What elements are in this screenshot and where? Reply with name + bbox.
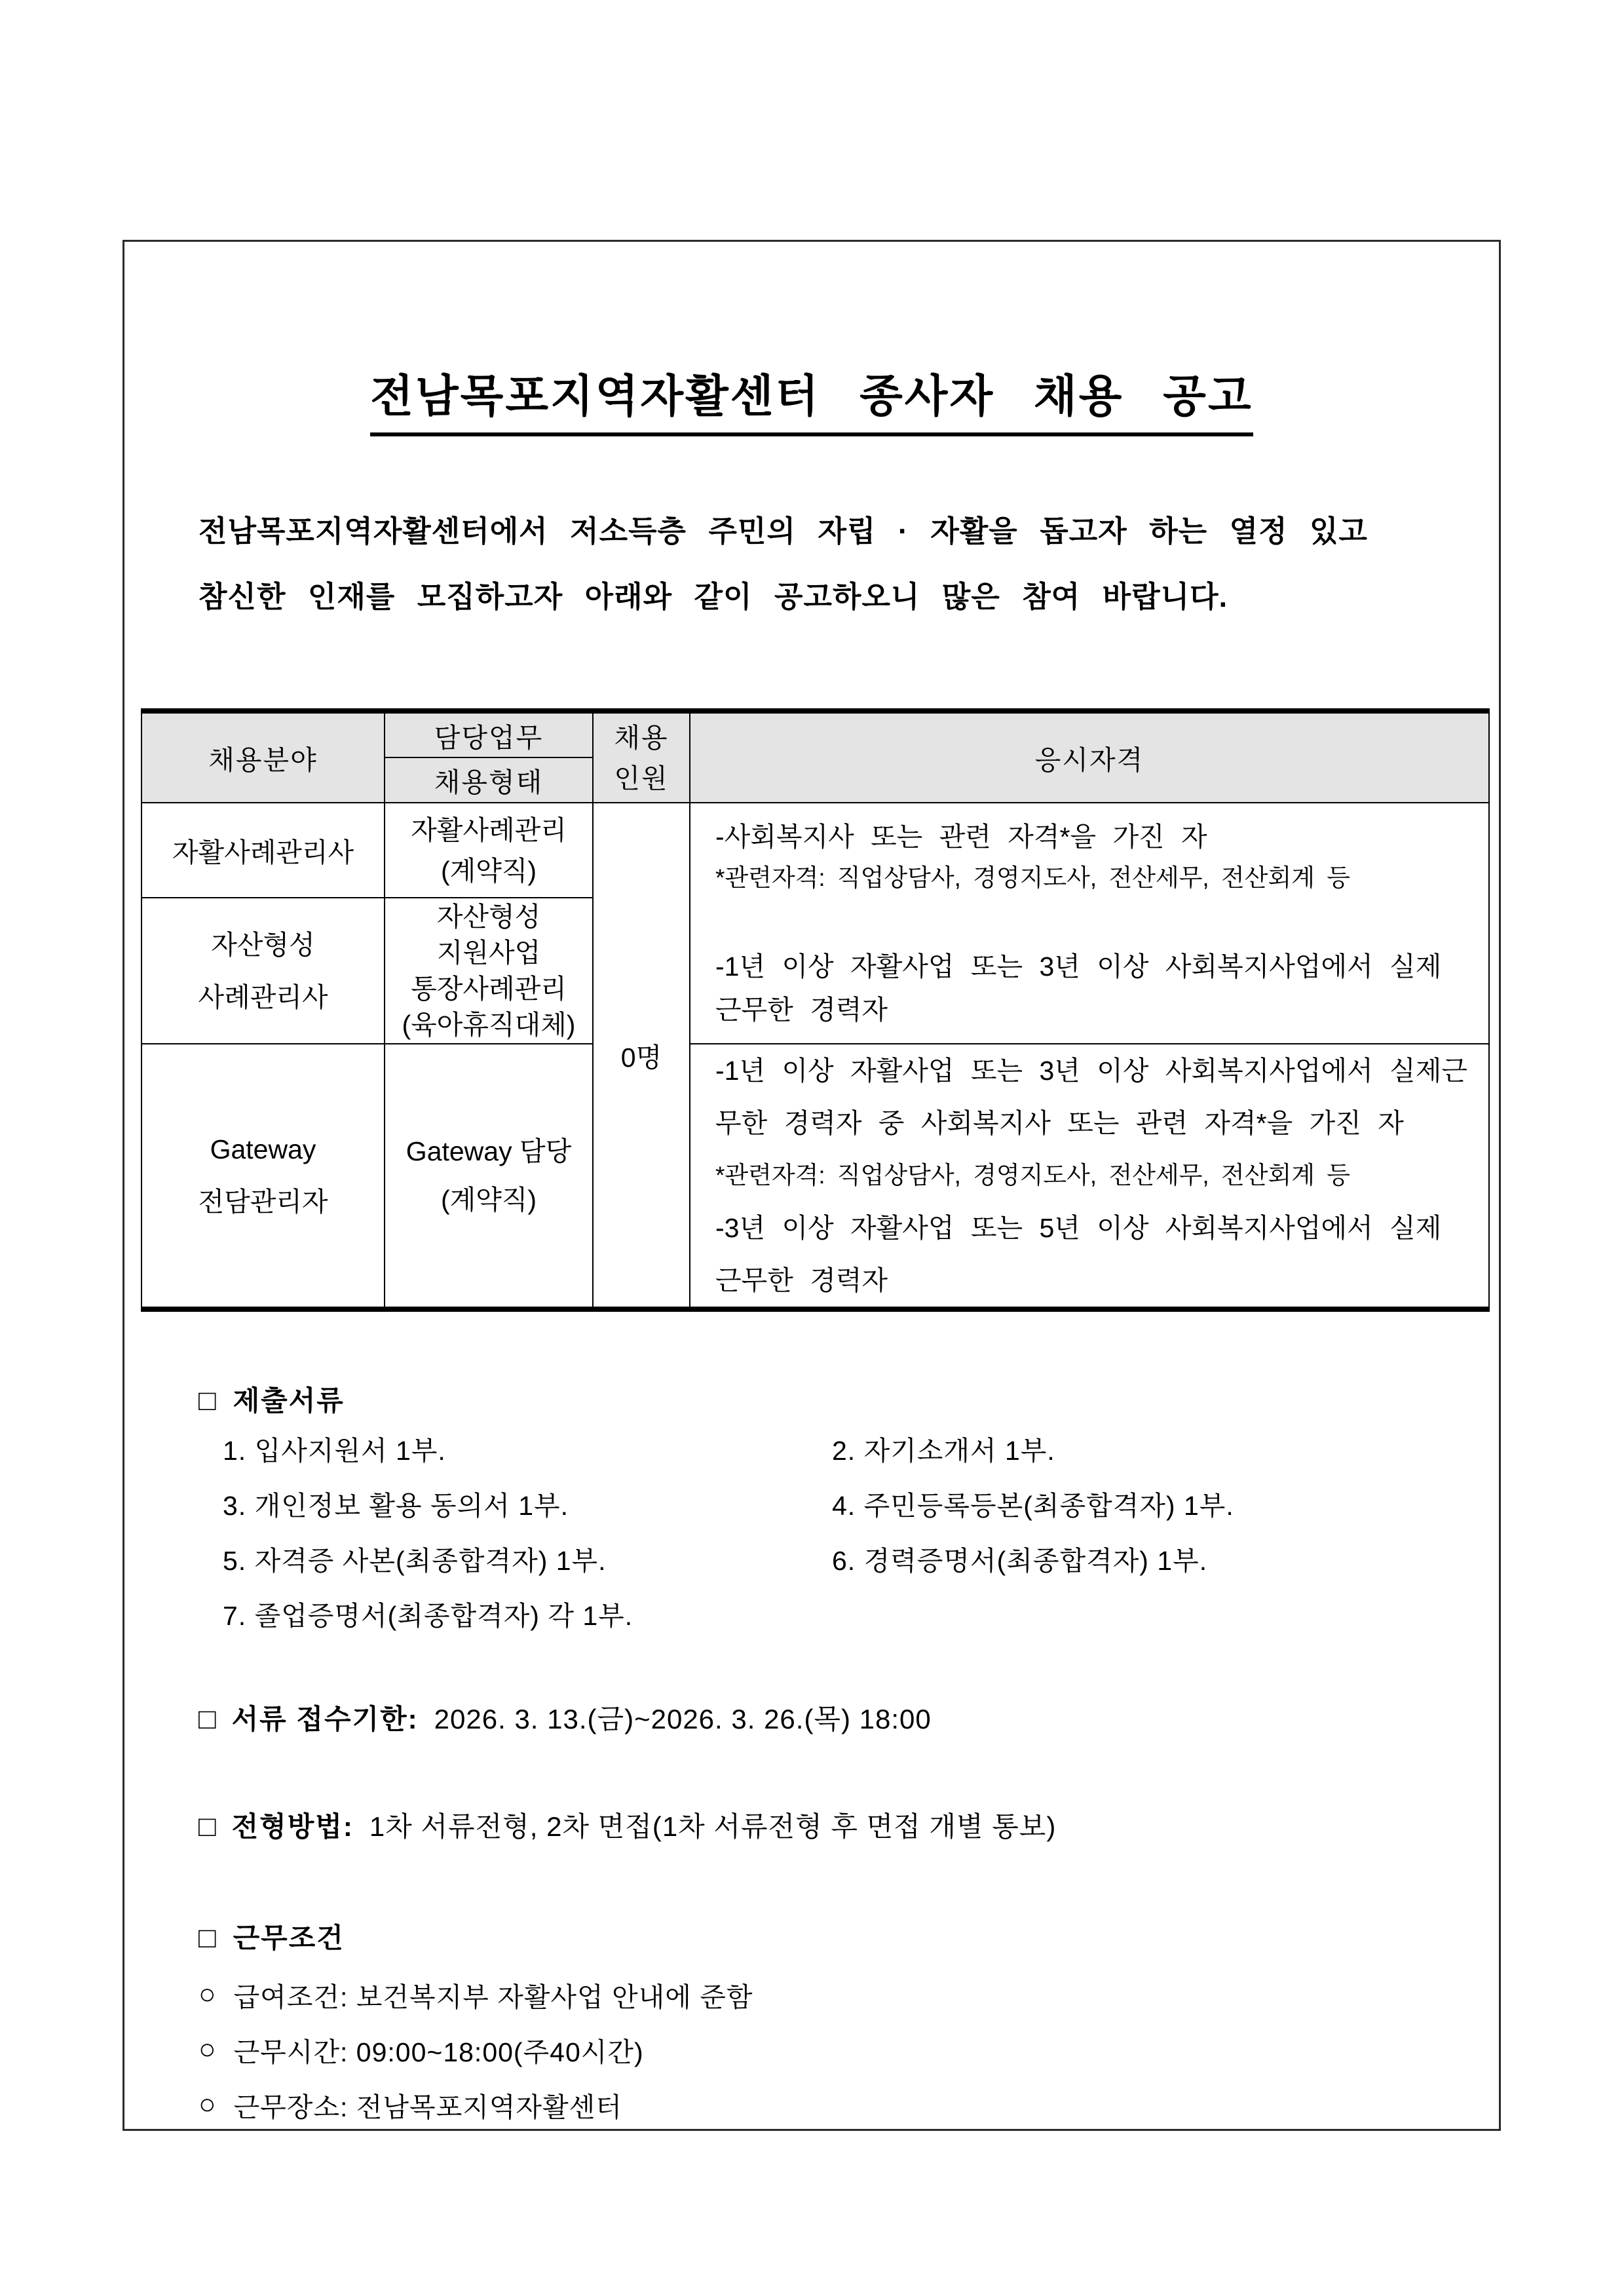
method-label: 전형방법: [231, 1811, 354, 1842]
intro-line-2: 참신한 인재를 모집하고자 아래와 같이 공고하오니 많은 참여 바랍니다. [198, 580, 1228, 613]
qual-b-line4: -3년 이상 자활사업 또는 5년 이상 사회복지사업에서 실제 [715, 1213, 1442, 1243]
doc-item-5: 5. 자격증 사본(최종합격자) 1부. [223, 1545, 607, 1576]
hire-count-value: 0명 [594, 803, 690, 1307]
deadline-label: 서류 접수기한: [231, 1704, 419, 1734]
qual-b-note: *관련자격: 직업상담사, 경영지도사, 전산세무, 전산회계 등 [715, 1162, 1350, 1189]
doc-item-4: 4. 주민등록등본(최종합격자) 1부. [832, 1490, 1234, 1521]
row3-field-line2: 전담관리자 [198, 1187, 328, 1217]
qualification-cell-a [690, 803, 1488, 1044]
row3-duty-line2: (계약직) [440, 1185, 537, 1215]
page-title: 전남목포지역자활센터 종사자 채용 공고 [370, 361, 1253, 436]
conditions-heading: 근무조건 [233, 1923, 345, 1953]
method-value: 1차 서류전형, 2차 면접(1차 서류전형 후 면접 개별 통보) [369, 1811, 1057, 1842]
row2-field [142, 898, 385, 1044]
condition-item-pay [198, 1967, 1499, 2022]
doc-item-7: 7. 졸업증명서(최종합격자) 각 1부. [223, 1600, 633, 1631]
row2-duty-line4: (육아휴직대체) [402, 1009, 576, 1040]
checkbox-icon: □ [198, 1703, 216, 1735]
conditions-list [124, 1967, 1499, 2131]
row1-duty-line1: 자활사례관리 [411, 814, 567, 845]
header-hire-type: 채용형태 [385, 758, 594, 803]
documents-heading: 제출서류 [233, 1385, 345, 1416]
circle-bullet-icon: ○ [198, 2088, 217, 2120]
recruitment-table [141, 708, 1490, 1312]
doc-item-1: 1. 입사지원서 1부. [223, 1435, 446, 1466]
title-row [124, 361, 1499, 436]
circle-bullet-icon: ○ [198, 1978, 217, 2010]
documents-heading-row [124, 1385, 1499, 1417]
header-hire-count-line1: 채용 [614, 722, 669, 753]
intro-line-1: 전남목포지역자활센터에서 저소득층 주민의 자립 · 자활을 돕고자 하는 열정 있고 [198, 514, 1369, 548]
condition-hours-text: 근무시간: 09:00~18:00(주40시간) [233, 2037, 644, 2067]
page-border-frame [123, 240, 1501, 2131]
qual-b-line5: 근무한 경력자 [715, 1265, 888, 1295]
row1-duty [385, 803, 594, 898]
doc-item-2: 2. 자기소개서 1부. [832, 1435, 1055, 1466]
header-qualification: 응시자격 [690, 714, 1488, 803]
header-hire-count [594, 714, 690, 803]
row1-field: 자활사례관리사 [142, 803, 385, 898]
row2-duty-line1: 자산형성 [436, 901, 541, 932]
qual-a-paragraph2 [715, 945, 1471, 1031]
row1-duty-line2: (계약직) [440, 855, 537, 886]
qual-a-line3: -1년 이상 자활사업 또는 3년 이상 사회복지사업에서 실제 [715, 951, 1442, 982]
qual-b-line2: 무한 경력자 중 사회복지사 또는 관련 자격*을 가진 자 [715, 1108, 1404, 1138]
header-hire-count-line2: 인원 [614, 763, 669, 794]
checkbox-icon: □ [198, 1385, 217, 1417]
documents-list [124, 1421, 1499, 1641]
header-recruit-field: 채용분야 [142, 714, 385, 803]
doc-item-6: 6. 경력증명서(최종합격자) 1부. [832, 1545, 1208, 1576]
qual-a-line4: 근무한 경력자 [715, 995, 888, 1025]
row3-duty-line1: Gateway 담당 [406, 1136, 572, 1166]
row2-field-line2: 사례관리사 [198, 982, 328, 1012]
condition-pay-text: 급여조건: 보건복지부 자활사업 안내에 준함 [233, 1981, 753, 2012]
row2-duty [385, 898, 594, 1044]
deadline-value: 2026. 3. 13.(금)~2026. 3. 26.(목) 18:00 [434, 1704, 932, 1734]
condition-item-hours [198, 2022, 1499, 2077]
row2-duty-line2: 지원사업 [436, 937, 541, 968]
condition-place-text: 근무장소: 전남목포지역자활센터 [233, 2092, 622, 2122]
row2-duty-line3: 통장사례관리 [411, 973, 567, 1004]
qual-a-note: *관련자격: 직업상담사, 경영지도사, 전산세무, 전산회계 등 [715, 864, 1350, 891]
intro-paragraph [124, 499, 1499, 630]
qual-b-line1: -1년 이상 자활사업 또는 3년 이상 사회복지사업에서 실제근 [715, 1056, 1467, 1086]
header-duty: 담당업무 [385, 714, 594, 758]
checkbox-icon: □ [198, 1922, 217, 1954]
checkbox-icon: □ [198, 1810, 216, 1843]
conditions-heading-row [124, 1923, 1499, 1954]
qual-a-line1: -사회복지사 또는 관련 자격*을 가진 자 [715, 822, 1207, 852]
row3-duty [385, 1044, 594, 1307]
qualification-cell-b [690, 1044, 1488, 1307]
method-row [124, 1811, 1499, 1843]
deadline-row [124, 1704, 1499, 1735]
row2-field-line1: 자산형성 [211, 929, 315, 960]
circle-bullet-icon: ○ [198, 2033, 217, 2065]
row3-field [142, 1044, 385, 1307]
condition-item-place [198, 2077, 1499, 2131]
doc-item-3: 3. 개인정보 활용 동의서 1부. [223, 1490, 569, 1521]
row3-field-line1: Gateway [210, 1134, 316, 1164]
